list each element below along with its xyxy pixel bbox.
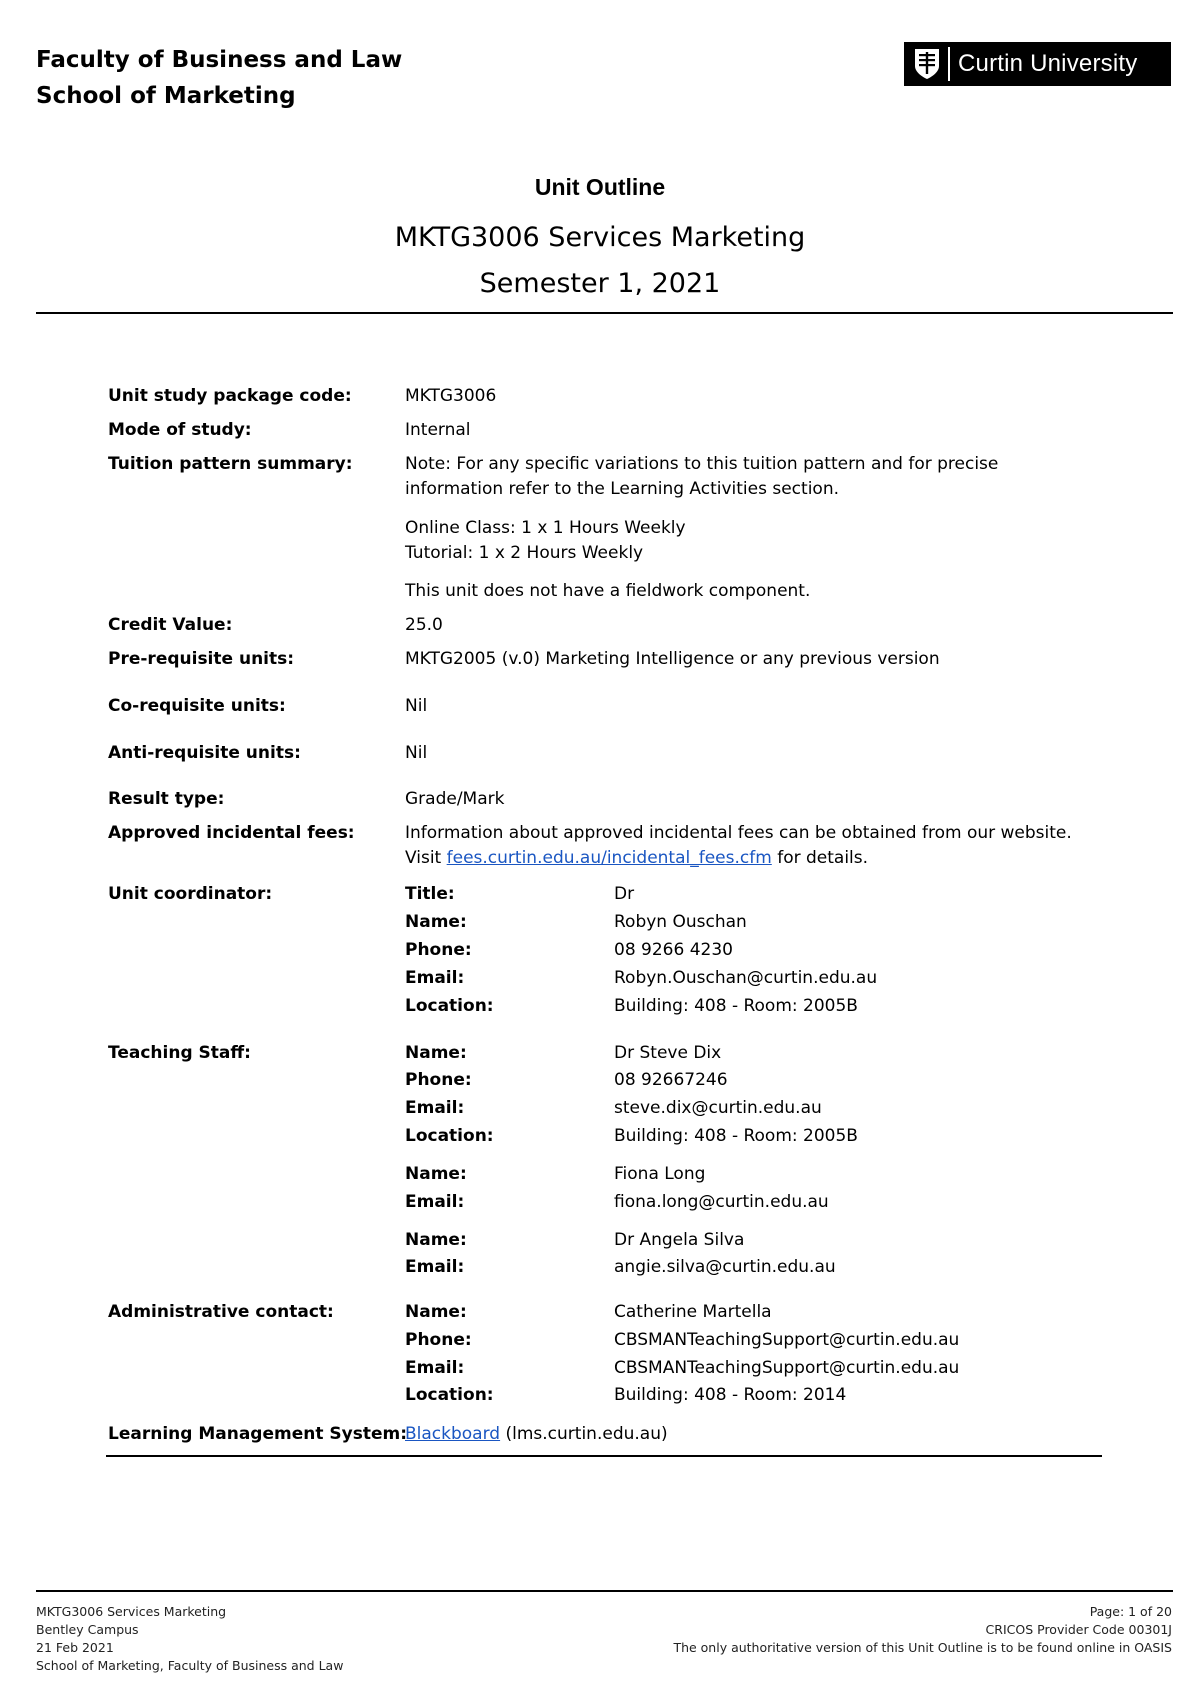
- fees-visit: Visit: [405, 848, 442, 868]
- faculty-name: Faculty of Business and Law: [36, 47, 403, 73]
- staff-email: angie.silva@curtin.edu.au: [614, 1257, 836, 1277]
- tuition-note: Note: For any specific variations to this tuition pattern and for precise information refer to the Learning Activities section.: [405, 454, 999, 499]
- teaching-label: Teaching Staff:: [108, 1043, 251, 1063]
- admin-label: Administrative contact:: [108, 1302, 334, 1322]
- tuition-online: Online Class: 1 x 1 Hours Weekly: [405, 518, 686, 538]
- footer-page: Page: 1 of 20: [1089, 1604, 1172, 1619]
- lms-url-text: (lms.curtin.edu.au): [505, 1424, 668, 1444]
- credit-value: 25.0: [405, 615, 443, 635]
- coordinator-title-label: Title:: [405, 884, 455, 904]
- coordinator-name: Robyn Ouschan: [614, 912, 747, 932]
- staff-name: Fiona Long: [614, 1164, 706, 1184]
- school-name: School of Marketing: [36, 83, 296, 109]
- antireq-value: Nil: [405, 743, 428, 763]
- footer-divider: [36, 1590, 1173, 1592]
- fees-text: Information about approved incidental fees can be obtained from our website.: [405, 823, 1072, 843]
- admin-email: CBSMANTeachingSupport@curtin.edu.au: [614, 1358, 960, 1378]
- footer-campus: Bentley Campus: [36, 1622, 139, 1637]
- staff-phone-label: Phone:: [405, 1070, 472, 1090]
- fees-end: for details.: [777, 848, 869, 868]
- mode-value: Internal: [405, 420, 471, 440]
- mode-label: Mode of study:: [108, 420, 252, 440]
- coordinator-email: Robyn.Ouschan@curtin.edu.au: [614, 968, 878, 988]
- section-divider: [106, 1455, 1102, 1457]
- admin-email-label: Email:: [405, 1358, 465, 1378]
- result-label: Result type:: [108, 789, 225, 809]
- fees-link[interactable]: fees.curtin.edu.au/incidental_fees.cfm: [446, 848, 772, 868]
- blackboard-link[interactable]: Blackboard: [405, 1424, 501, 1444]
- logo-divider: [948, 47, 950, 81]
- coreq-value: Nil: [405, 696, 428, 716]
- staff-name: Dr Steve Dix: [614, 1043, 722, 1063]
- staff-location-label: Location:: [405, 1126, 494, 1146]
- staff-email: fiona.long@curtin.edu.au: [614, 1192, 829, 1212]
- coordinator-phone-label: Phone:: [405, 940, 472, 960]
- footer-unit: MKTG3006 Services Marketing: [36, 1604, 227, 1619]
- footer-authority: The only authoritative version of this Unit Outline is to be found online in OASIS: [673, 1640, 1172, 1655]
- prereq-label: Pre-requisite units:: [108, 649, 295, 669]
- code-value: MKTG3006: [405, 386, 497, 406]
- staff-email-label: Email:: [405, 1192, 465, 1212]
- staff-name: Dr Angela Silva: [614, 1230, 745, 1250]
- credit-label: Credit Value:: [108, 615, 233, 635]
- unit-title: MKTG3006 Services Marketing: [394, 222, 806, 253]
- semester-title: Semester 1, 2021: [479, 268, 721, 299]
- logo-text: Curtin University: [958, 50, 1138, 77]
- tuition-label: Tuition pattern summary:: [108, 454, 353, 474]
- coordinator-email-label: Email:: [405, 968, 465, 988]
- footer-cricos: CRICOS Provider Code 00301J: [985, 1622, 1172, 1637]
- lms-label: Learning Management System:: [108, 1424, 408, 1444]
- admin-location: Building: 408 - Room: 2014: [614, 1385, 847, 1405]
- footer-left: [36, 1603, 343, 1675]
- fees-label: Approved incidental fees:: [108, 823, 355, 843]
- footer-school: School of Marketing, Faculty of Business and Law: [36, 1658, 344, 1673]
- antireq-label: Anti-requisite units:: [108, 743, 301, 763]
- title-divider: [36, 312, 1173, 314]
- staff-name-label: Name:: [405, 1230, 467, 1250]
- tuition-tutorial: Tutorial: 1 x 2 Hours Weekly: [405, 543, 644, 563]
- footer-right: [673, 1603, 1172, 1657]
- coordinator-title: Dr: [614, 884, 635, 904]
- coordinator-location-label: Location:: [405, 996, 494, 1016]
- lms-line: [405, 1422, 1105, 1447]
- coordinator-location: Building: 408 - Room: 2005B: [614, 996, 858, 1016]
- staff-phone: 08 92667246: [614, 1070, 728, 1090]
- admin-phone: CBSMANTeachingSupport@curtin.edu.au: [614, 1330, 960, 1350]
- admin-location-label: Location:: [405, 1385, 494, 1405]
- header-faculty-block: [36, 42, 402, 114]
- coreq-label: Co-requisite units:: [108, 696, 286, 716]
- result-value: Grade/Mark: [405, 789, 505, 809]
- staff-name-label: Name:: [405, 1043, 467, 1063]
- coordinator-phone: 08 9266 4230: [614, 940, 733, 960]
- tuition-fieldwork: This unit does not have a fieldwork component.: [405, 581, 811, 601]
- shield-icon: [912, 47, 942, 81]
- staff-email-label: Email:: [405, 1257, 465, 1277]
- coordinator-name-label: Name:: [405, 912, 467, 932]
- footer-date: 21 Feb 2021: [36, 1640, 114, 1655]
- fees-visit-line: [405, 846, 1105, 871]
- code-label: Unit study package code:: [108, 386, 352, 406]
- curtin-logo: [904, 42, 1171, 86]
- coordinator-label: Unit coordinator:: [108, 884, 273, 904]
- admin-name-label: Name:: [405, 1302, 467, 1322]
- doc-type-title: Unit Outline: [534, 174, 666, 200]
- admin-phone-label: Phone:: [405, 1330, 472, 1350]
- staff-email-label: Email:: [405, 1098, 465, 1118]
- staff-email: steve.dix@curtin.edu.au: [614, 1098, 822, 1118]
- admin-name: Catherine Martella: [614, 1302, 772, 1322]
- staff-name-label: Name:: [405, 1164, 467, 1184]
- staff-location: Building: 408 - Room: 2005B: [614, 1126, 858, 1146]
- prereq-value: MKTG2005 (v.0) Marketing Intelligence or any previous version: [405, 649, 940, 669]
